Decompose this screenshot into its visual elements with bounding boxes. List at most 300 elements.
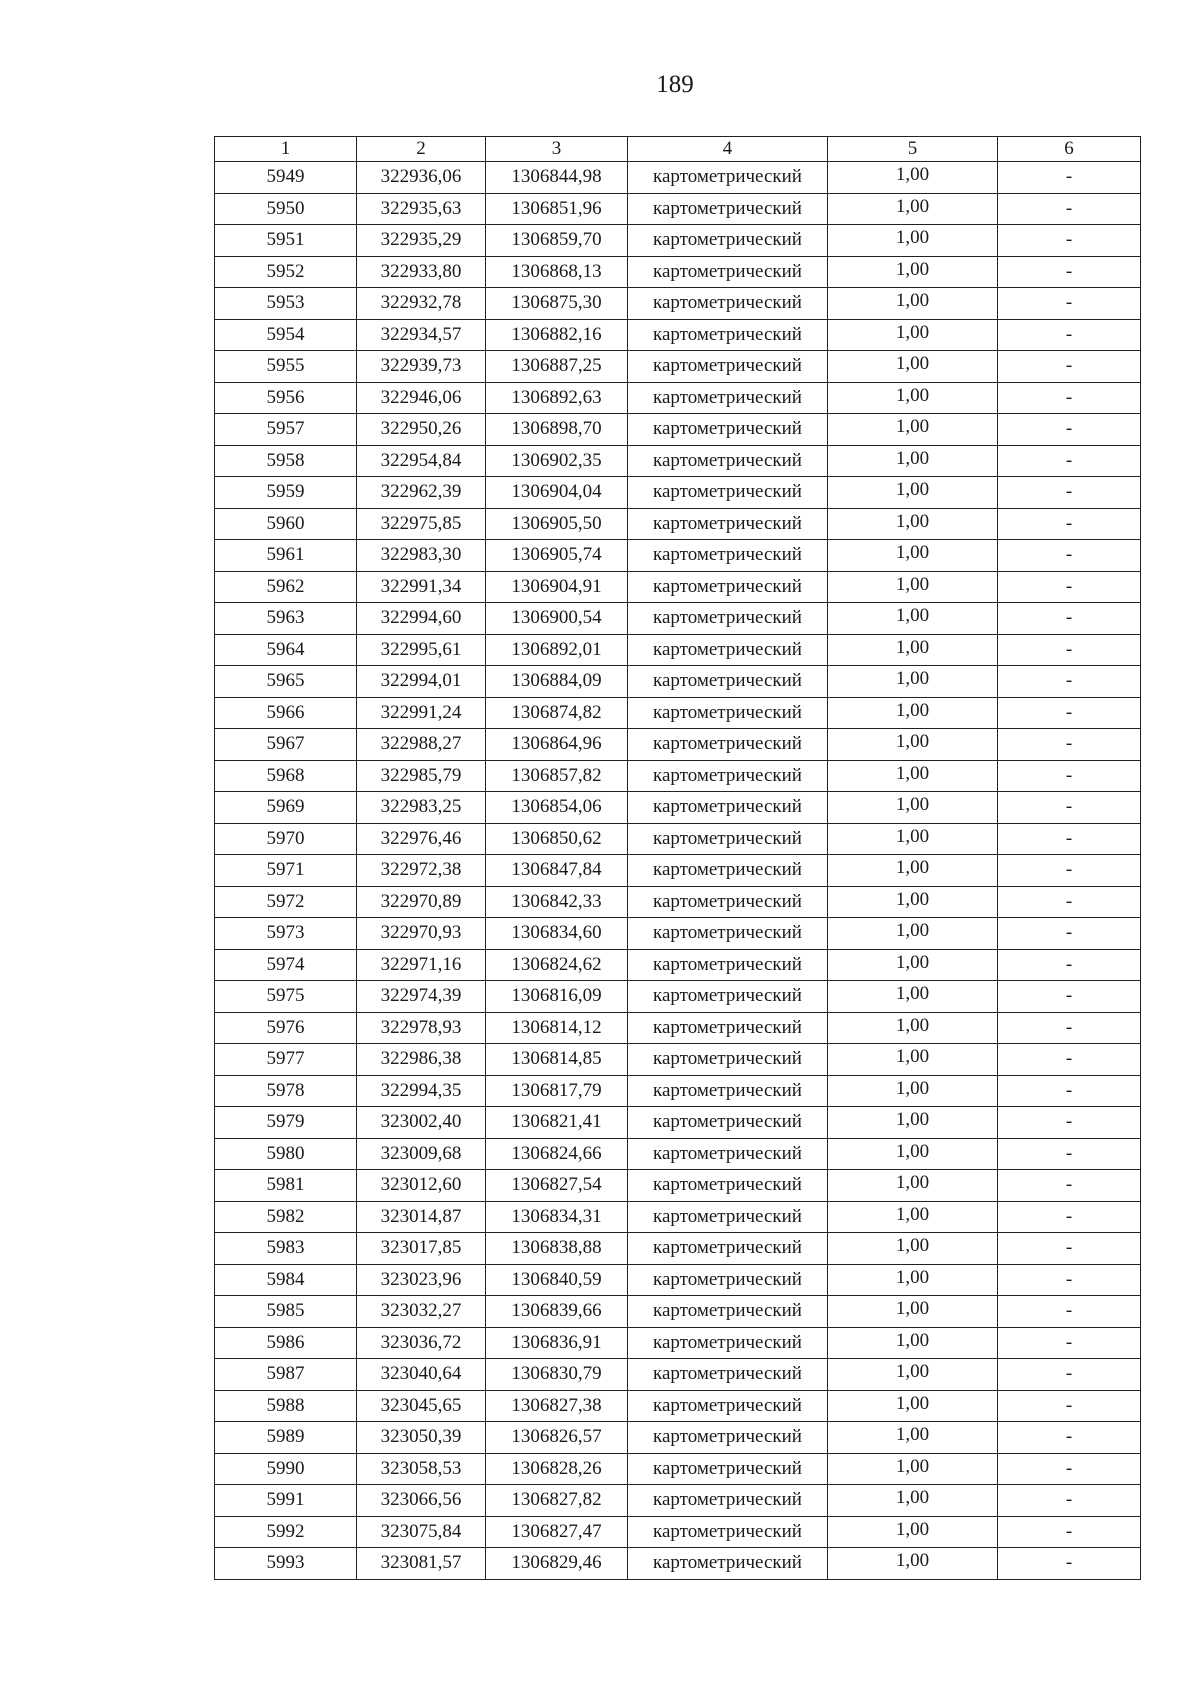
y-coordinate-cell: 1306868,13 — [486, 256, 628, 288]
method-cell: картометрический — [628, 319, 828, 351]
method-cell: картометрический — [628, 288, 828, 320]
description-cell: - — [998, 1296, 1141, 1328]
method-cell: картометрический — [628, 1170, 828, 1202]
y-coordinate-cell: 1306874,82 — [486, 697, 628, 729]
point-number-cell: 5992 — [215, 1516, 357, 1548]
method-cell: картометрический — [628, 634, 828, 666]
table-row — [215, 477, 1141, 509]
table-row — [215, 1201, 1141, 1233]
description-cell: - — [998, 1201, 1141, 1233]
description-cell: - — [998, 1233, 1141, 1265]
x-coordinate-cell: 323050,39 — [357, 1422, 486, 1454]
x-coordinate-cell: 322983,25 — [357, 792, 486, 824]
y-coordinate-cell: 1306827,38 — [486, 1390, 628, 1422]
x-coordinate-cell: 322994,60 — [357, 603, 486, 635]
accuracy-cell: 1,00 — [828, 1233, 998, 1265]
x-coordinate-cell: 323014,87 — [357, 1201, 486, 1233]
description-cell: - — [998, 1359, 1141, 1391]
method-cell: картометрический — [628, 193, 828, 225]
table-row — [215, 162, 1141, 194]
method-cell: картометрический — [628, 1548, 828, 1580]
method-cell: картометрический — [628, 1390, 828, 1422]
method-cell: картометрический — [628, 162, 828, 194]
y-coordinate-cell: 1306840,59 — [486, 1264, 628, 1296]
x-coordinate-cell: 322934,57 — [357, 319, 486, 351]
y-coordinate-cell: 1306830,79 — [486, 1359, 628, 1391]
table-row — [215, 1296, 1141, 1328]
x-coordinate-cell: 323081,57 — [357, 1548, 486, 1580]
y-coordinate-cell: 1306905,74 — [486, 540, 628, 572]
table-row — [215, 351, 1141, 383]
description-cell: - — [998, 697, 1141, 729]
description-cell: - — [998, 1107, 1141, 1139]
column-header-3: 3 — [486, 137, 628, 162]
accuracy-cell: 1,00 — [828, 634, 998, 666]
description-cell: - — [998, 571, 1141, 603]
accuracy-cell: 1,00 — [828, 1201, 998, 1233]
x-coordinate-cell: 323023,96 — [357, 1264, 486, 1296]
point-number-cell: 5978 — [215, 1075, 357, 1107]
table-row — [215, 1233, 1141, 1265]
method-cell: картометрический — [628, 1485, 828, 1517]
method-cell: картометрический — [628, 1044, 828, 1076]
y-coordinate-cell: 1306827,54 — [486, 1170, 628, 1202]
column-header-2: 2 — [357, 137, 486, 162]
x-coordinate-cell: 322976,46 — [357, 823, 486, 855]
description-cell: - — [998, 1453, 1141, 1485]
point-number-cell: 5952 — [215, 256, 357, 288]
x-coordinate-cell: 323009,68 — [357, 1138, 486, 1170]
table-row — [215, 823, 1141, 855]
description-cell: - — [998, 1012, 1141, 1044]
table-row — [215, 918, 1141, 950]
point-number-cell: 5985 — [215, 1296, 357, 1328]
description-cell: - — [998, 886, 1141, 918]
x-coordinate-cell: 323036,72 — [357, 1327, 486, 1359]
table-row — [215, 1390, 1141, 1422]
point-number-cell: 5987 — [215, 1359, 357, 1391]
column-header-1: 1 — [215, 137, 357, 162]
description-cell: - — [998, 823, 1141, 855]
point-number-cell: 5965 — [215, 666, 357, 698]
accuracy-cell: 1,00 — [828, 414, 998, 446]
point-number-cell: 5964 — [215, 634, 357, 666]
point-number-cell: 5972 — [215, 886, 357, 918]
y-coordinate-cell: 1306814,85 — [486, 1044, 628, 1076]
y-coordinate-cell: 1306829,46 — [486, 1548, 628, 1580]
y-coordinate-cell: 1306821,41 — [486, 1107, 628, 1139]
description-cell: - — [998, 193, 1141, 225]
x-coordinate-cell: 322950,26 — [357, 414, 486, 446]
accuracy-cell: 1,00 — [828, 1548, 998, 1580]
accuracy-cell: 1,00 — [828, 697, 998, 729]
point-number-cell: 5973 — [215, 918, 357, 950]
accuracy-cell: 1,00 — [828, 1296, 998, 1328]
table-row — [215, 729, 1141, 761]
y-coordinate-cell: 1306824,66 — [486, 1138, 628, 1170]
method-cell: картометрический — [628, 1012, 828, 1044]
accuracy-cell: 1,00 — [828, 445, 998, 477]
column-header-6: 6 — [998, 137, 1141, 162]
y-coordinate-cell: 1306834,31 — [486, 1201, 628, 1233]
description-cell: - — [998, 1075, 1141, 1107]
description-cell: - — [998, 918, 1141, 950]
x-coordinate-cell: 322994,35 — [357, 1075, 486, 1107]
description-cell: - — [998, 792, 1141, 824]
table-row — [215, 949, 1141, 981]
method-cell: картометрический — [628, 225, 828, 257]
description-cell: - — [998, 1548, 1141, 1580]
table-row — [215, 540, 1141, 572]
accuracy-cell: 1,00 — [828, 760, 998, 792]
point-number-cell: 5963 — [215, 603, 357, 635]
x-coordinate-cell: 322932,78 — [357, 288, 486, 320]
point-number-cell: 5949 — [215, 162, 357, 194]
accuracy-cell: 1,00 — [828, 855, 998, 887]
point-number-cell: 5966 — [215, 697, 357, 729]
point-number-cell: 5976 — [215, 1012, 357, 1044]
description-cell: - — [998, 162, 1141, 194]
x-coordinate-cell: 322991,24 — [357, 697, 486, 729]
point-number-cell: 5981 — [215, 1170, 357, 1202]
accuracy-cell: 1,00 — [828, 1170, 998, 1202]
accuracy-cell: 1,00 — [828, 351, 998, 383]
description-cell: - — [998, 288, 1141, 320]
method-cell: картометрический — [628, 603, 828, 635]
point-number-cell: 5958 — [215, 445, 357, 477]
y-coordinate-cell: 1306864,96 — [486, 729, 628, 761]
accuracy-cell: 1,00 — [828, 1453, 998, 1485]
column-header-5: 5 — [828, 137, 998, 162]
point-number-cell: 5983 — [215, 1233, 357, 1265]
table-row — [215, 1422, 1141, 1454]
x-coordinate-cell: 323032,27 — [357, 1296, 486, 1328]
table-row — [215, 855, 1141, 887]
point-number-cell: 5951 — [215, 225, 357, 257]
method-cell: картометрический — [628, 949, 828, 981]
description-cell: - — [998, 981, 1141, 1013]
method-cell: картометрический — [628, 886, 828, 918]
y-coordinate-cell: 1306900,54 — [486, 603, 628, 635]
accuracy-cell: 1,00 — [828, 225, 998, 257]
point-number-cell: 5970 — [215, 823, 357, 855]
table-row — [215, 256, 1141, 288]
x-coordinate-cell: 322971,16 — [357, 949, 486, 981]
y-coordinate-cell: 1306816,09 — [486, 981, 628, 1013]
point-number-cell: 5950 — [215, 193, 357, 225]
y-coordinate-cell: 1306904,91 — [486, 571, 628, 603]
x-coordinate-cell: 323066,56 — [357, 1485, 486, 1517]
accuracy-cell: 1,00 — [828, 823, 998, 855]
description-cell: - — [998, 508, 1141, 540]
table-row — [215, 1516, 1141, 1548]
y-coordinate-cell: 1306851,96 — [486, 193, 628, 225]
point-number-cell: 5975 — [215, 981, 357, 1013]
table-row — [215, 1548, 1141, 1580]
point-number-cell: 5968 — [215, 760, 357, 792]
accuracy-cell: 1,00 — [828, 288, 998, 320]
accuracy-cell: 1,00 — [828, 162, 998, 194]
accuracy-cell: 1,00 — [828, 1107, 998, 1139]
x-coordinate-cell: 322946,06 — [357, 382, 486, 414]
x-coordinate-cell: 322991,34 — [357, 571, 486, 603]
description-cell: - — [998, 603, 1141, 635]
description-cell: - — [998, 351, 1141, 383]
y-coordinate-cell: 1306892,63 — [486, 382, 628, 414]
method-cell: картометрический — [628, 1138, 828, 1170]
description-cell: - — [998, 414, 1141, 446]
x-coordinate-cell: 322935,63 — [357, 193, 486, 225]
table-row — [215, 382, 1141, 414]
x-coordinate-cell: 322970,89 — [357, 886, 486, 918]
description-cell: - — [998, 855, 1141, 887]
table-row — [215, 571, 1141, 603]
point-number-cell: 5993 — [215, 1548, 357, 1580]
point-number-cell: 5990 — [215, 1453, 357, 1485]
accuracy-cell: 1,00 — [828, 918, 998, 950]
description-cell: - — [998, 1138, 1141, 1170]
description-cell: - — [998, 634, 1141, 666]
method-cell: картометрический — [628, 918, 828, 950]
column-header-4: 4 — [628, 137, 828, 162]
x-coordinate-cell: 322978,93 — [357, 1012, 486, 1044]
y-coordinate-cell: 1306857,82 — [486, 760, 628, 792]
method-cell: картометрический — [628, 571, 828, 603]
table-row — [215, 1264, 1141, 1296]
point-number-cell: 5971 — [215, 855, 357, 887]
table-row — [215, 1012, 1141, 1044]
method-cell: картометрический — [628, 792, 828, 824]
point-number-cell: 5959 — [215, 477, 357, 509]
method-cell: картометрический — [628, 1201, 828, 1233]
accuracy-cell: 1,00 — [828, 1359, 998, 1391]
x-coordinate-cell: 323045,65 — [357, 1390, 486, 1422]
method-cell: картометрический — [628, 1296, 828, 1328]
table-header-row — [215, 137, 1141, 162]
accuracy-cell: 1,00 — [828, 603, 998, 635]
x-coordinate-cell: 322935,29 — [357, 225, 486, 257]
description-cell: - — [998, 1390, 1141, 1422]
description-cell: - — [998, 256, 1141, 288]
point-number-cell: 5969 — [215, 792, 357, 824]
point-number-cell: 5986 — [215, 1327, 357, 1359]
point-number-cell: 5980 — [215, 1138, 357, 1170]
method-cell: картометрический — [628, 477, 828, 509]
method-cell: картометрический — [628, 729, 828, 761]
method-cell: картометрический — [628, 1359, 828, 1391]
accuracy-cell: 1,00 — [828, 1390, 998, 1422]
description-cell: - — [998, 1327, 1141, 1359]
coordinates-table-container — [214, 136, 1140, 1580]
page-number: 189 — [656, 71, 694, 98]
method-cell: картометрический — [628, 1233, 828, 1265]
x-coordinate-cell: 322936,06 — [357, 162, 486, 194]
point-number-cell: 5984 — [215, 1264, 357, 1296]
point-number-cell: 5960 — [215, 508, 357, 540]
table-body — [215, 162, 1141, 1580]
y-coordinate-cell: 1306842,33 — [486, 886, 628, 918]
description-cell: - — [998, 225, 1141, 257]
method-cell: картометрический — [628, 1453, 828, 1485]
accuracy-cell: 1,00 — [828, 571, 998, 603]
x-coordinate-cell: 322988,27 — [357, 729, 486, 761]
accuracy-cell: 1,00 — [828, 1044, 998, 1076]
y-coordinate-cell: 1306826,57 — [486, 1422, 628, 1454]
x-coordinate-cell: 322962,39 — [357, 477, 486, 509]
accuracy-cell: 1,00 — [828, 256, 998, 288]
table-row — [215, 288, 1141, 320]
point-number-cell: 5956 — [215, 382, 357, 414]
table-row — [215, 792, 1141, 824]
accuracy-cell: 1,00 — [828, 1485, 998, 1517]
table-row — [215, 1044, 1141, 1076]
point-number-cell: 5988 — [215, 1390, 357, 1422]
x-coordinate-cell: 322975,85 — [357, 508, 486, 540]
method-cell: картометрический — [628, 1075, 828, 1107]
accuracy-cell: 1,00 — [828, 1516, 998, 1548]
y-coordinate-cell: 1306887,25 — [486, 351, 628, 383]
method-cell: картометрический — [628, 445, 828, 477]
table-row — [215, 697, 1141, 729]
description-cell: - — [998, 1264, 1141, 1296]
accuracy-cell: 1,00 — [828, 319, 998, 351]
table-row — [215, 760, 1141, 792]
accuracy-cell: 1,00 — [828, 1075, 998, 1107]
accuracy-cell: 1,00 — [828, 1012, 998, 1044]
y-coordinate-cell: 1306817,79 — [486, 1075, 628, 1107]
method-cell: картометрический — [628, 414, 828, 446]
table-row — [215, 634, 1141, 666]
table-row — [215, 1138, 1141, 1170]
accuracy-cell: 1,00 — [828, 792, 998, 824]
description-cell: - — [998, 666, 1141, 698]
accuracy-cell: 1,00 — [828, 981, 998, 1013]
y-coordinate-cell: 1306850,62 — [486, 823, 628, 855]
point-number-cell: 5982 — [215, 1201, 357, 1233]
method-cell: картометрический — [628, 256, 828, 288]
accuracy-cell: 1,00 — [828, 1138, 998, 1170]
point-number-cell: 5977 — [215, 1044, 357, 1076]
method-cell: картометрический — [628, 382, 828, 414]
method-cell: картометрический — [628, 697, 828, 729]
description-cell: - — [998, 1044, 1141, 1076]
table-row — [215, 414, 1141, 446]
y-coordinate-cell: 1306844,98 — [486, 162, 628, 194]
y-coordinate-cell: 1306904,04 — [486, 477, 628, 509]
accuracy-cell: 1,00 — [828, 1327, 998, 1359]
accuracy-cell: 1,00 — [828, 666, 998, 698]
y-coordinate-cell: 1306828,26 — [486, 1453, 628, 1485]
table-row — [215, 886, 1141, 918]
y-coordinate-cell: 1306902,35 — [486, 445, 628, 477]
accuracy-cell: 1,00 — [828, 949, 998, 981]
y-coordinate-cell: 1306838,88 — [486, 1233, 628, 1265]
point-number-cell: 5955 — [215, 351, 357, 383]
table-row — [215, 445, 1141, 477]
method-cell: картометрический — [628, 981, 828, 1013]
y-coordinate-cell: 1306847,84 — [486, 855, 628, 887]
x-coordinate-cell: 323040,64 — [357, 1359, 486, 1391]
table-row — [215, 508, 1141, 540]
y-coordinate-cell: 1306824,62 — [486, 949, 628, 981]
method-cell: картометрический — [628, 1107, 828, 1139]
y-coordinate-cell: 1306905,50 — [486, 508, 628, 540]
x-coordinate-cell: 322995,61 — [357, 634, 486, 666]
accuracy-cell: 1,00 — [828, 508, 998, 540]
description-cell: - — [998, 477, 1141, 509]
table-row — [215, 1170, 1141, 1202]
coordinates-table — [214, 136, 1141, 1580]
y-coordinate-cell: 1306875,30 — [486, 288, 628, 320]
method-cell: картометрический — [628, 666, 828, 698]
y-coordinate-cell: 1306834,60 — [486, 918, 628, 950]
table-row — [215, 225, 1141, 257]
accuracy-cell: 1,00 — [828, 1264, 998, 1296]
x-coordinate-cell: 323058,53 — [357, 1453, 486, 1485]
y-coordinate-cell: 1306839,66 — [486, 1296, 628, 1328]
x-coordinate-cell: 323017,85 — [357, 1233, 486, 1265]
y-coordinate-cell: 1306882,16 — [486, 319, 628, 351]
description-cell: - — [998, 1422, 1141, 1454]
x-coordinate-cell: 322972,38 — [357, 855, 486, 887]
accuracy-cell: 1,00 — [828, 1422, 998, 1454]
method-cell: картометрический — [628, 1264, 828, 1296]
y-coordinate-cell: 1306836,91 — [486, 1327, 628, 1359]
accuracy-cell: 1,00 — [828, 382, 998, 414]
x-coordinate-cell: 322974,39 — [357, 981, 486, 1013]
method-cell: картометрический — [628, 1422, 828, 1454]
y-coordinate-cell: 1306814,12 — [486, 1012, 628, 1044]
y-coordinate-cell: 1306827,82 — [486, 1485, 628, 1517]
table-row — [215, 193, 1141, 225]
accuracy-cell: 1,00 — [828, 540, 998, 572]
method-cell: картометрический — [628, 855, 828, 887]
y-coordinate-cell: 1306898,70 — [486, 414, 628, 446]
table-row — [215, 666, 1141, 698]
method-cell: картометрический — [628, 1516, 828, 1548]
description-cell: - — [998, 1170, 1141, 1202]
table-row — [215, 1327, 1141, 1359]
point-number-cell: 5953 — [215, 288, 357, 320]
table-row — [215, 1453, 1141, 1485]
y-coordinate-cell: 1306827,47 — [486, 1516, 628, 1548]
description-cell: - — [998, 729, 1141, 761]
description-cell: - — [998, 760, 1141, 792]
method-cell: картометрический — [628, 823, 828, 855]
method-cell: картометрический — [628, 508, 828, 540]
point-number-cell: 5989 — [215, 1422, 357, 1454]
description-cell: - — [998, 1485, 1141, 1517]
x-coordinate-cell: 322954,84 — [357, 445, 486, 477]
x-coordinate-cell: 322970,93 — [357, 918, 486, 950]
method-cell: картометрический — [628, 760, 828, 792]
x-coordinate-cell: 323075,84 — [357, 1516, 486, 1548]
accuracy-cell: 1,00 — [828, 729, 998, 761]
x-coordinate-cell: 322983,30 — [357, 540, 486, 572]
method-cell: картометрический — [628, 351, 828, 383]
y-coordinate-cell: 1306854,06 — [486, 792, 628, 824]
point-number-cell: 5974 — [215, 949, 357, 981]
x-coordinate-cell: 322994,01 — [357, 666, 486, 698]
point-number-cell: 5967 — [215, 729, 357, 761]
point-number-cell: 5954 — [215, 319, 357, 351]
table-row — [215, 1075, 1141, 1107]
table-row — [215, 1359, 1141, 1391]
accuracy-cell: 1,00 — [828, 193, 998, 225]
x-coordinate-cell: 322933,80 — [357, 256, 486, 288]
description-cell: - — [998, 319, 1141, 351]
x-coordinate-cell: 322985,79 — [357, 760, 486, 792]
